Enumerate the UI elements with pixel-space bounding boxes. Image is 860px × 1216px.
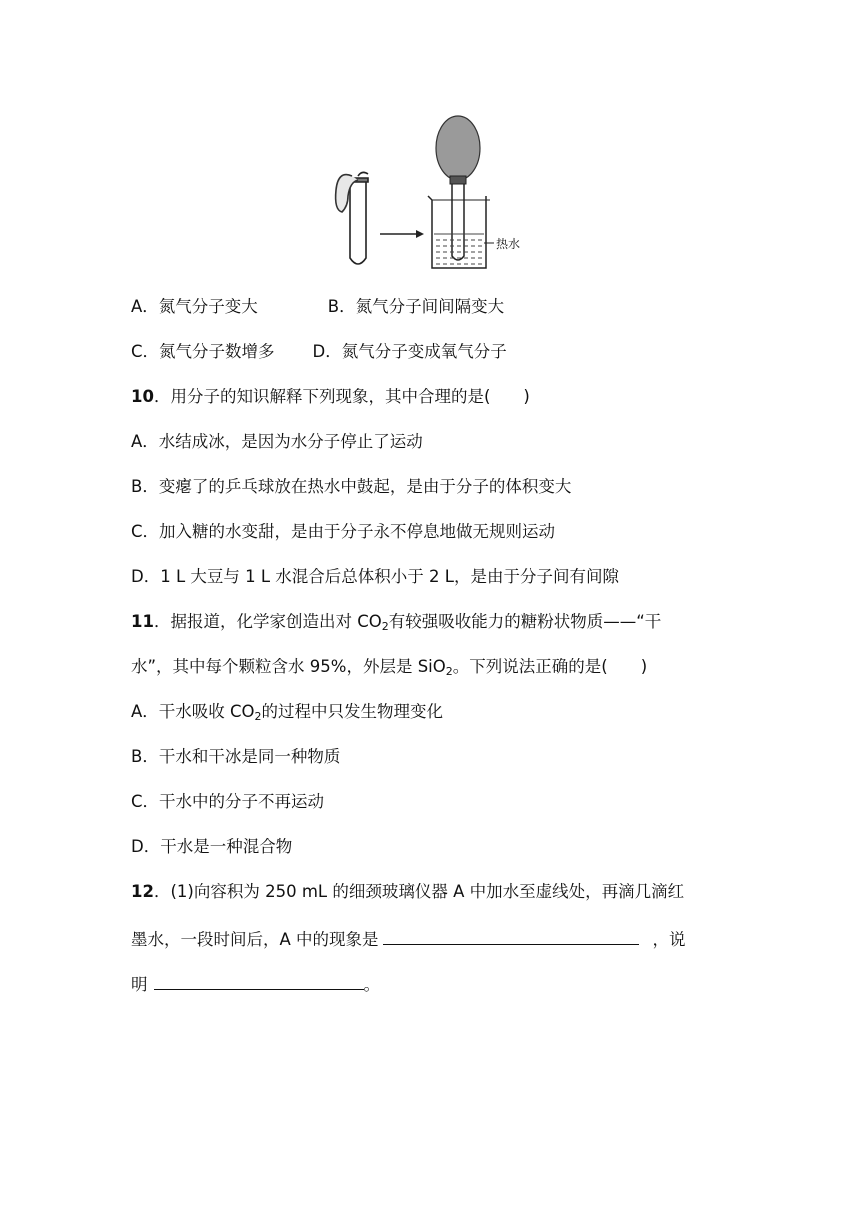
q12-line-2-text: 墨水，一段时间后，A 中的现象是 [131,930,379,949]
q10-number: 10 [131,387,154,406]
q10-option-b: B．变瘪了的乒乓球放在热水中鼓起，是由于分子的体积变大 [131,477,572,496]
q11-option-d: D．干水是一种混合物 [131,837,293,856]
hot-water-label: 热水 [496,237,521,251]
q10-option-c: C．加入糖的水变甜，是由于分子永不停息地做无规则运动 [131,522,556,541]
q11-stem-d: 。下列说法正确的是( ) [452,657,648,676]
q12-line-2-end: ，说 [652,930,686,949]
q12-line-1-text: ．(1)向容积为 250 mL 的细颈玻璃仪器 A 中加水至虚线处，再滴几滴红 [153,882,685,901]
q9-option-b: B．氮气分子间间隔变大 [327,297,505,316]
q10-stem-text: ．用分子的知识解释下列现象，其中合理的是( ) [153,387,530,406]
q12-line-3 [131,973,380,996]
q11-subscript: 2 [254,710,262,723]
q9-options-row-1 [131,296,504,318]
beaker [428,196,494,268]
q9-options-row-2 [131,341,507,363]
balloon [436,116,480,184]
q11-option-a [131,701,443,723]
q10-option-d: D．1 L 大豆与 1 L 水混合后总体积小于 2 L，是由于分子间有间隙 [131,567,619,586]
q11-number: 11 [131,612,154,631]
q9-option-d: D．氮气分子变成氧气分子 [312,342,507,361]
q11-stem-line-2 [131,656,647,678]
q11-stem-line-1 [131,611,661,633]
q12-line-1 [131,881,684,903]
q12-line-3-end: 。 [363,975,380,994]
q12-answer-blank-2[interactable] [154,973,364,990]
q11-stem-c: 水”，其中每个颗粒含水 95%，外层是 SiO [131,657,446,676]
q11-stem-a: ．据报道，化学家创造出对 CO [153,612,382,631]
q12-number: 12 [131,882,154,901]
experiment-diagram [318,110,538,275]
q11-option-b: B．干水和干冰是同一种物质 [131,747,341,766]
q11-subscript: 2 [381,620,389,633]
q12-line-2 [131,928,686,951]
q11-stem-b: 有较强吸收能力的糖粉状物质——“干 [388,612,662,631]
q10-option-a: A．水结成冰，是因为水分子停止了运动 [131,432,423,451]
arrow [380,230,424,238]
q11-option-c: C．干水中的分子不再运动 [131,792,325,811]
q9-option-a: A．氮气分子变大 [131,297,258,316]
q11-option-a-rest: 的过程中只发生物理变化 [261,702,444,721]
q9-option-c: C．氮气分子数增多 [131,342,275,361]
q12-line-3-text: 明 [131,975,148,994]
q12-answer-blank-1[interactable] [383,928,639,945]
test-tube-with-balloon [336,172,368,264]
inner-test-tube [452,184,464,260]
q11-subscript: 2 [445,665,453,678]
experiment-figure [318,110,538,275]
q10-stem [131,386,530,408]
q11-option-a-text: A．干水吸收 CO [131,702,255,721]
